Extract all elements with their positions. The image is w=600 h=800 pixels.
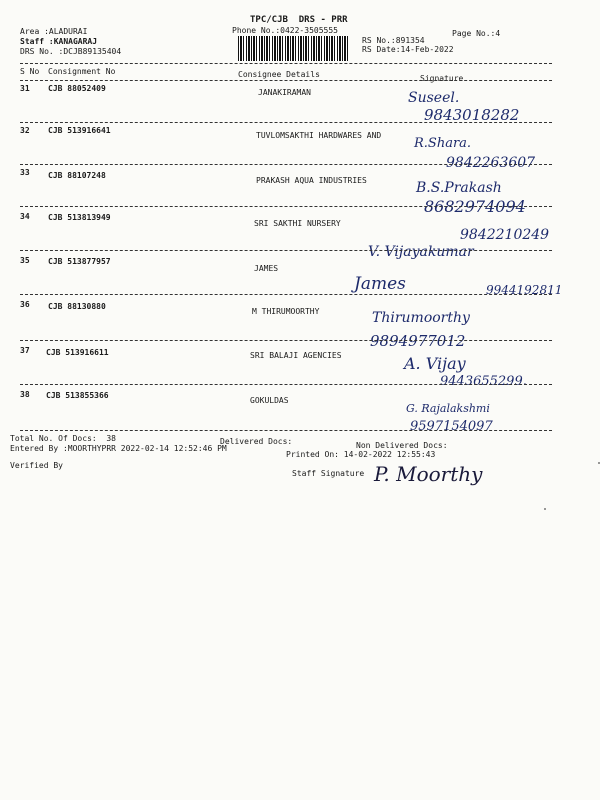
drs-number: DRS No. :DCJB89135404 [20, 47, 122, 56]
row-consignment: CJB 513813949 [48, 213, 111, 222]
row-sno: 36 [20, 300, 30, 309]
row-phone-handwritten: 9443655299. [440, 374, 527, 389]
delivered-docs-label: Delivered Docs: [220, 437, 293, 446]
row-consignment: CJB 513916611 [46, 348, 109, 357]
row-consignee: SRI SAKTHI NURSERY [254, 219, 341, 228]
row-signature: B.S.Prakash [416, 180, 502, 196]
row-divider [20, 206, 552, 207]
row-phone-handwritten: 9597154097 [410, 419, 493, 434]
scan-speck [544, 508, 546, 510]
row-consignment: CJB 513877957 [48, 257, 111, 266]
row-sno: 35 [20, 256, 30, 265]
row-consignee: TUVLOMSAKTHI HARDWARES AND [256, 131, 382, 140]
total-docs: Total No. Of Docs: 38 [10, 434, 116, 443]
col-sno-header: S No [20, 67, 40, 76]
table-bottom-divider [20, 430, 552, 431]
row-divider [20, 384, 552, 385]
row-signature: James [354, 274, 406, 294]
row-sno: 37 [20, 346, 30, 355]
row-signature: Thirumoorthy [372, 310, 470, 326]
row-signature: G. Rajalakshmi [406, 402, 490, 415]
row-consignee: M THIRUMOORTHY [252, 307, 320, 316]
row-sno: 34 [20, 212, 30, 221]
row-phone-handwritten: 9842210249 [460, 227, 550, 243]
row-phone-handwritten: 9894977012 [370, 332, 466, 350]
row-sno: 38 [20, 390, 30, 399]
row-phone-handwritten: 9843018282 [424, 106, 520, 124]
row-consignment: CJB 513916641 [48, 126, 111, 135]
row-divider [20, 250, 552, 251]
sheet-title: TPC/CJB DRS - PRR [250, 15, 348, 25]
row-consignment: CJB 88052409 [48, 84, 106, 93]
header-divider-top [20, 63, 552, 64]
staff-label: Staff :KANAGARAJ [20, 37, 98, 46]
row-phone-handwritten: 8682974094 [424, 197, 526, 216]
row-phone-handwritten: 9944192811 [486, 283, 563, 297]
row-consignee: PRAKASH AQUA INDUSTRIES [256, 176, 367, 185]
rs-date: RS Date:14-Feb-2022 [362, 45, 454, 54]
area-label: Area :ALADURAI [20, 27, 88, 36]
row-sno: 33 [20, 168, 30, 177]
page-number: Page No.:4 [452, 29, 501, 38]
row-consignee: JANAKIRAMAN [258, 88, 311, 97]
staff-signature-label: Staff Signature [292, 469, 365, 478]
row-consignee: JAMES [254, 264, 279, 273]
phone-number: Phone No.:0422-3505555 [232, 26, 338, 35]
row-signature: V. Vijayakumar [368, 244, 474, 260]
row-sno: 31 [20, 84, 30, 93]
row-consignee: GOKULDAS [250, 396, 289, 405]
row-consignment: CJB 88130880 [48, 302, 106, 311]
row-divider [20, 340, 552, 341]
barcode [238, 36, 348, 61]
col-consignment-header: Consignment No [48, 67, 116, 76]
row-divider [20, 122, 552, 123]
staff-signature: P. Moorthy [374, 462, 483, 486]
row-phone-handwritten: 9842263607 [446, 155, 536, 171]
printed-on: Printed On: 14-02-2022 12:55:43 [286, 450, 436, 459]
verified-by: Verified By [10, 461, 63, 470]
row-consignment: CJB 513855366 [46, 391, 109, 400]
row-signature: R.Shara. [414, 136, 472, 151]
row-sno: 32 [20, 126, 30, 135]
row-divider [20, 294, 552, 295]
row-signature: A. Vijay [404, 354, 466, 373]
rs-number: RS No.:891354 [362, 36, 425, 45]
row-divider [20, 164, 552, 165]
col-consignee-header: Consignee Details [238, 70, 320, 79]
col-signature-header: Signature [420, 74, 464, 83]
row-signature: Suseel. [408, 90, 460, 106]
non-delivered-docs-label: Non Delivered Docs: [356, 441, 448, 450]
row-consignee: SRI BALAJI AGENCIES [250, 351, 342, 360]
header-divider-bottom [20, 80, 552, 81]
entered-by: Entered By :MOORTHYPRR 2022-02-14 12:52:46 PM [10, 444, 227, 453]
row-consignment: CJB 88107248 [48, 171, 106, 180]
